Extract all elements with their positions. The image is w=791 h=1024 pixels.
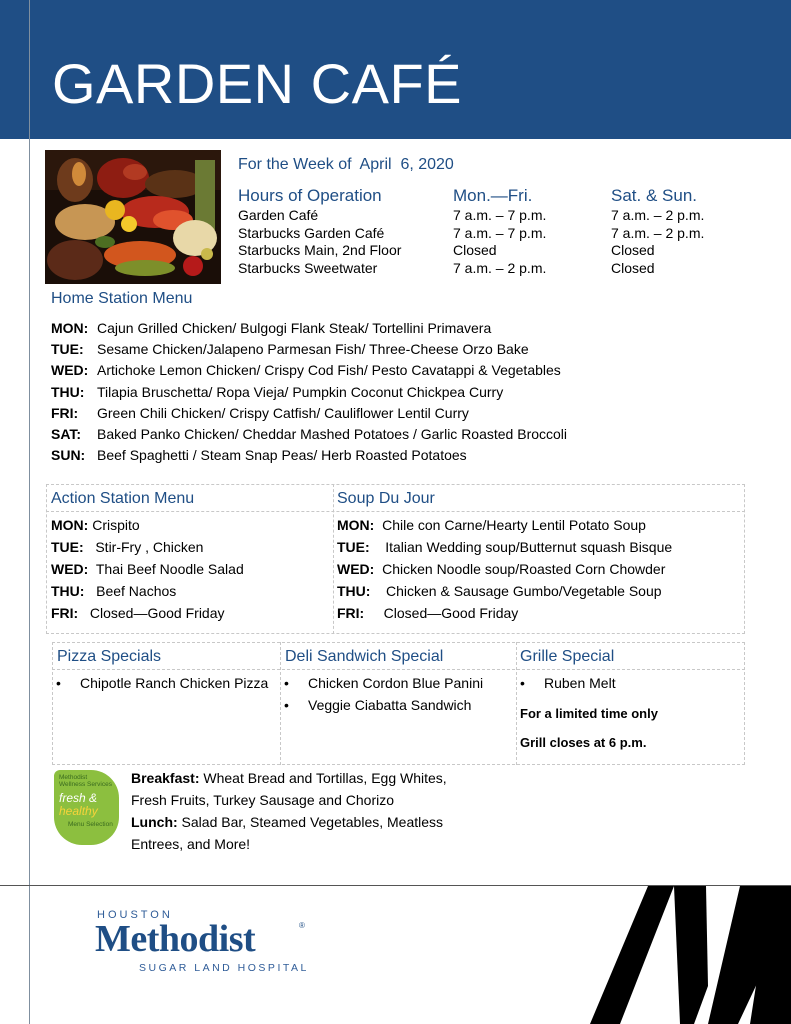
- logo-text: Menu Selection: [68, 821, 113, 828]
- hours-locations: [238, 207, 401, 277]
- day-label: SUN:: [51, 447, 86, 464]
- day-label: WED:: [337, 561, 375, 577]
- day-label: TUE:: [337, 539, 370, 555]
- hours-weekday: 7 a.m. – 7 p.m.: [453, 207, 547, 223]
- lunch-line: [131, 836, 447, 858]
- houston-methodist-logo: [77, 897, 317, 979]
- hours-weekday: Closed: [453, 242, 497, 258]
- specials-header-rule: [52, 669, 745, 670]
- menu-text: Thai Beef Noodle Salad: [88, 561, 244, 577]
- hours-weekday-values: [453, 207, 546, 277]
- grille-note-limited: For a limited time only: [520, 706, 658, 721]
- logo-name: Methodist: [95, 918, 256, 960]
- breakfast-text: Fresh Fruits, Turkey Sausage and Chorizo: [131, 792, 395, 808]
- breakfast-label: Breakfast:: [131, 770, 200, 786]
- specials-column-rule: [516, 642, 517, 765]
- grille-title: Grille Special: [520, 648, 615, 665]
- list-item: [51, 384, 567, 405]
- logo-text: fresh &: [59, 791, 98, 805]
- hours-location: Starbucks Main, 2nd Floor: [238, 242, 402, 258]
- list-item: [337, 583, 672, 605]
- day-label: TUE:: [51, 539, 84, 555]
- list-item: [51, 583, 244, 605]
- list-item: [51, 517, 244, 539]
- list-item: • Chipotle Ranch Chicken Pizza: [56, 675, 268, 697]
- menu-text: Baked Panko Chicken/ Cheddar Mashed Potatoes / Garlic Roasted Broccoli: [97, 425, 568, 442]
- day-label: THU:: [337, 583, 371, 599]
- soup-list: [337, 517, 672, 627]
- logo-houston: HOUSTON: [97, 909, 173, 921]
- meals-info: [131, 770, 447, 858]
- menu-text: Closed—Good Friday: [364, 605, 519, 621]
- list-item: [51, 426, 567, 447]
- list-item: [51, 341, 567, 362]
- logo-subtitle: SUGAR LAND HOSPITAL: [139, 962, 309, 974]
- menu-text: Beef Spaghetti / Steam Snap Peas/ Herb Roasted Potatoes: [97, 447, 467, 464]
- lunch-text: Salad Bar, Steamed Vegetables, Meatless: [177, 814, 444, 830]
- page-title: GARDEN CAFÉ: [52, 52, 462, 115]
- header-banner: [0, 0, 791, 139]
- list-item: [51, 405, 567, 426]
- breakfast-line: [131, 792, 447, 814]
- hours-location: Starbucks Garden Café: [238, 224, 385, 241]
- home-station-title: Home Station Menu: [51, 290, 193, 307]
- menu-text: Chile con Carne/Hearty Lentil Potato Soup: [374, 517, 646, 533]
- day-label: THU:: [51, 383, 85, 400]
- fresh-healthy-logo: [54, 770, 119, 845]
- hours-location: Garden Café: [238, 207, 319, 223]
- food-photo: [45, 150, 221, 284]
- list-item: [51, 447, 567, 468]
- menu-text: Cajun Grilled Chicken/ Bulgogi Flank Steak/ Tortellini Primavera: [97, 320, 492, 336]
- menu-text: Stir-Fry , Chicken: [83, 539, 204, 555]
- day-label: WED:: [51, 362, 89, 379]
- menu-text: Crispito: [88, 517, 140, 533]
- hours-weekend: 7 a.m. – 2 p.m.: [611, 224, 705, 241]
- hours-weekday: 7 a.m. – 2 p.m.: [453, 259, 547, 276]
- hours-weekend-header: Sat. & Sun.: [611, 186, 697, 205]
- menu-text: Tilapia Bruschetta/ Ropa Vieja/ Pumpkin Coconut Chickpea Curry: [97, 383, 504, 400]
- table-header-rule: [46, 511, 745, 512]
- day-label: MON:: [337, 517, 375, 533]
- hours-weekend: Closed: [611, 259, 655, 276]
- day-label: MON:: [51, 320, 89, 336]
- logo-text: healthy: [59, 804, 98, 818]
- specials-column-rule: [280, 642, 281, 765]
- grille-list: [520, 675, 616, 697]
- list-item: • Chicken Cordon Blue Panini: [284, 675, 483, 697]
- menu-text: Beef Nachos: [84, 583, 177, 599]
- home-station-list: [51, 320, 567, 468]
- hours-weekday: 7 a.m. – 7 p.m.: [453, 224, 547, 241]
- deli-title: Deli Sandwich Special: [285, 648, 444, 665]
- day-label: WED:: [51, 561, 89, 577]
- logo-text: Methodist: [59, 774, 88, 781]
- list-item: [337, 517, 672, 539]
- breakfast-text: Wheat Bread and Tortillas, Egg Whites,: [199, 770, 447, 786]
- day-label: THU:: [51, 583, 85, 599]
- lunch-label: Lunch:: [131, 814, 178, 830]
- hours-location: Starbucks Sweetwater: [238, 259, 378, 276]
- hours-title: Hours of Operation: [238, 186, 382, 205]
- soup-title: Soup Du Jour: [337, 490, 435, 507]
- hours-weekend-values: [611, 207, 704, 277]
- hours-weekend: 7 a.m. – 2 p.m.: [611, 207, 705, 223]
- day-label: FRI:: [337, 605, 365, 621]
- action-station-list: [51, 517, 244, 627]
- menu-text: Artichoke Lemon Chicken/ Crispy Cod Fish/ Pesto Cavatappi & Vegetables: [97, 362, 561, 379]
- deli-list: [284, 675, 483, 719]
- day-label: FRI:: [51, 605, 79, 621]
- list-item: [51, 320, 567, 341]
- menu-text: Italian Wedding soup/Butternut squash Bisque: [369, 539, 673, 555]
- logo-text: Wellness Services: [59, 781, 112, 788]
- day-label: TUE:: [51, 341, 84, 358]
- hours-weekday-header: Mon.—Fri.: [453, 186, 533, 205]
- list-item: [337, 561, 672, 583]
- list-item: [51, 539, 244, 561]
- list-item: • Ruben Melt: [520, 675, 616, 697]
- list-item: [51, 362, 567, 383]
- hours-weekend: Closed: [611, 242, 655, 258]
- list-item: [337, 539, 672, 561]
- day-label: SAT:: [51, 425, 82, 442]
- week-of-label: For the Week of April 6, 2020: [238, 156, 454, 173]
- list-item: [337, 605, 672, 627]
- menu-text: Chicken Noodle soup/Roasted Corn Chowder: [374, 561, 666, 577]
- menu-text: Green Chili Chicken/ Crispy Catfish/ Cauliflower Lentil Curry: [97, 404, 469, 421]
- list-item: • Veggie Ciabatta Sandwich: [284, 697, 483, 719]
- left-rule: [29, 0, 30, 1024]
- menu-text: Closed—Good Friday: [78, 605, 225, 621]
- lunch-line: [131, 814, 447, 836]
- lunch-text: Entrees, and More!: [131, 836, 251, 852]
- day-label: MON:: [51, 517, 89, 533]
- logo-registered: ®: [299, 921, 305, 930]
- list-item: [51, 605, 244, 627]
- grille-note-hours: Grill closes at 6 p.m.: [520, 735, 647, 750]
- pizza-list: [56, 675, 268, 697]
- menu-text: Sesame Chicken/Jalapeno Parmesan Fish/ Three-Cheese Orzo Bake: [97, 341, 529, 358]
- action-station-title: Action Station Menu: [51, 490, 195, 507]
- table-column-rule: [333, 484, 334, 634]
- methodist-m-mark: [590, 886, 791, 1024]
- list-item: [51, 561, 244, 583]
- pizza-title: Pizza Specials: [57, 648, 162, 665]
- breakfast-line: [131, 770, 447, 792]
- day-label: FRI:: [51, 404, 79, 421]
- menu-text: Chicken & Sausage Gumbo/Vegetable Soup: [370, 583, 662, 599]
